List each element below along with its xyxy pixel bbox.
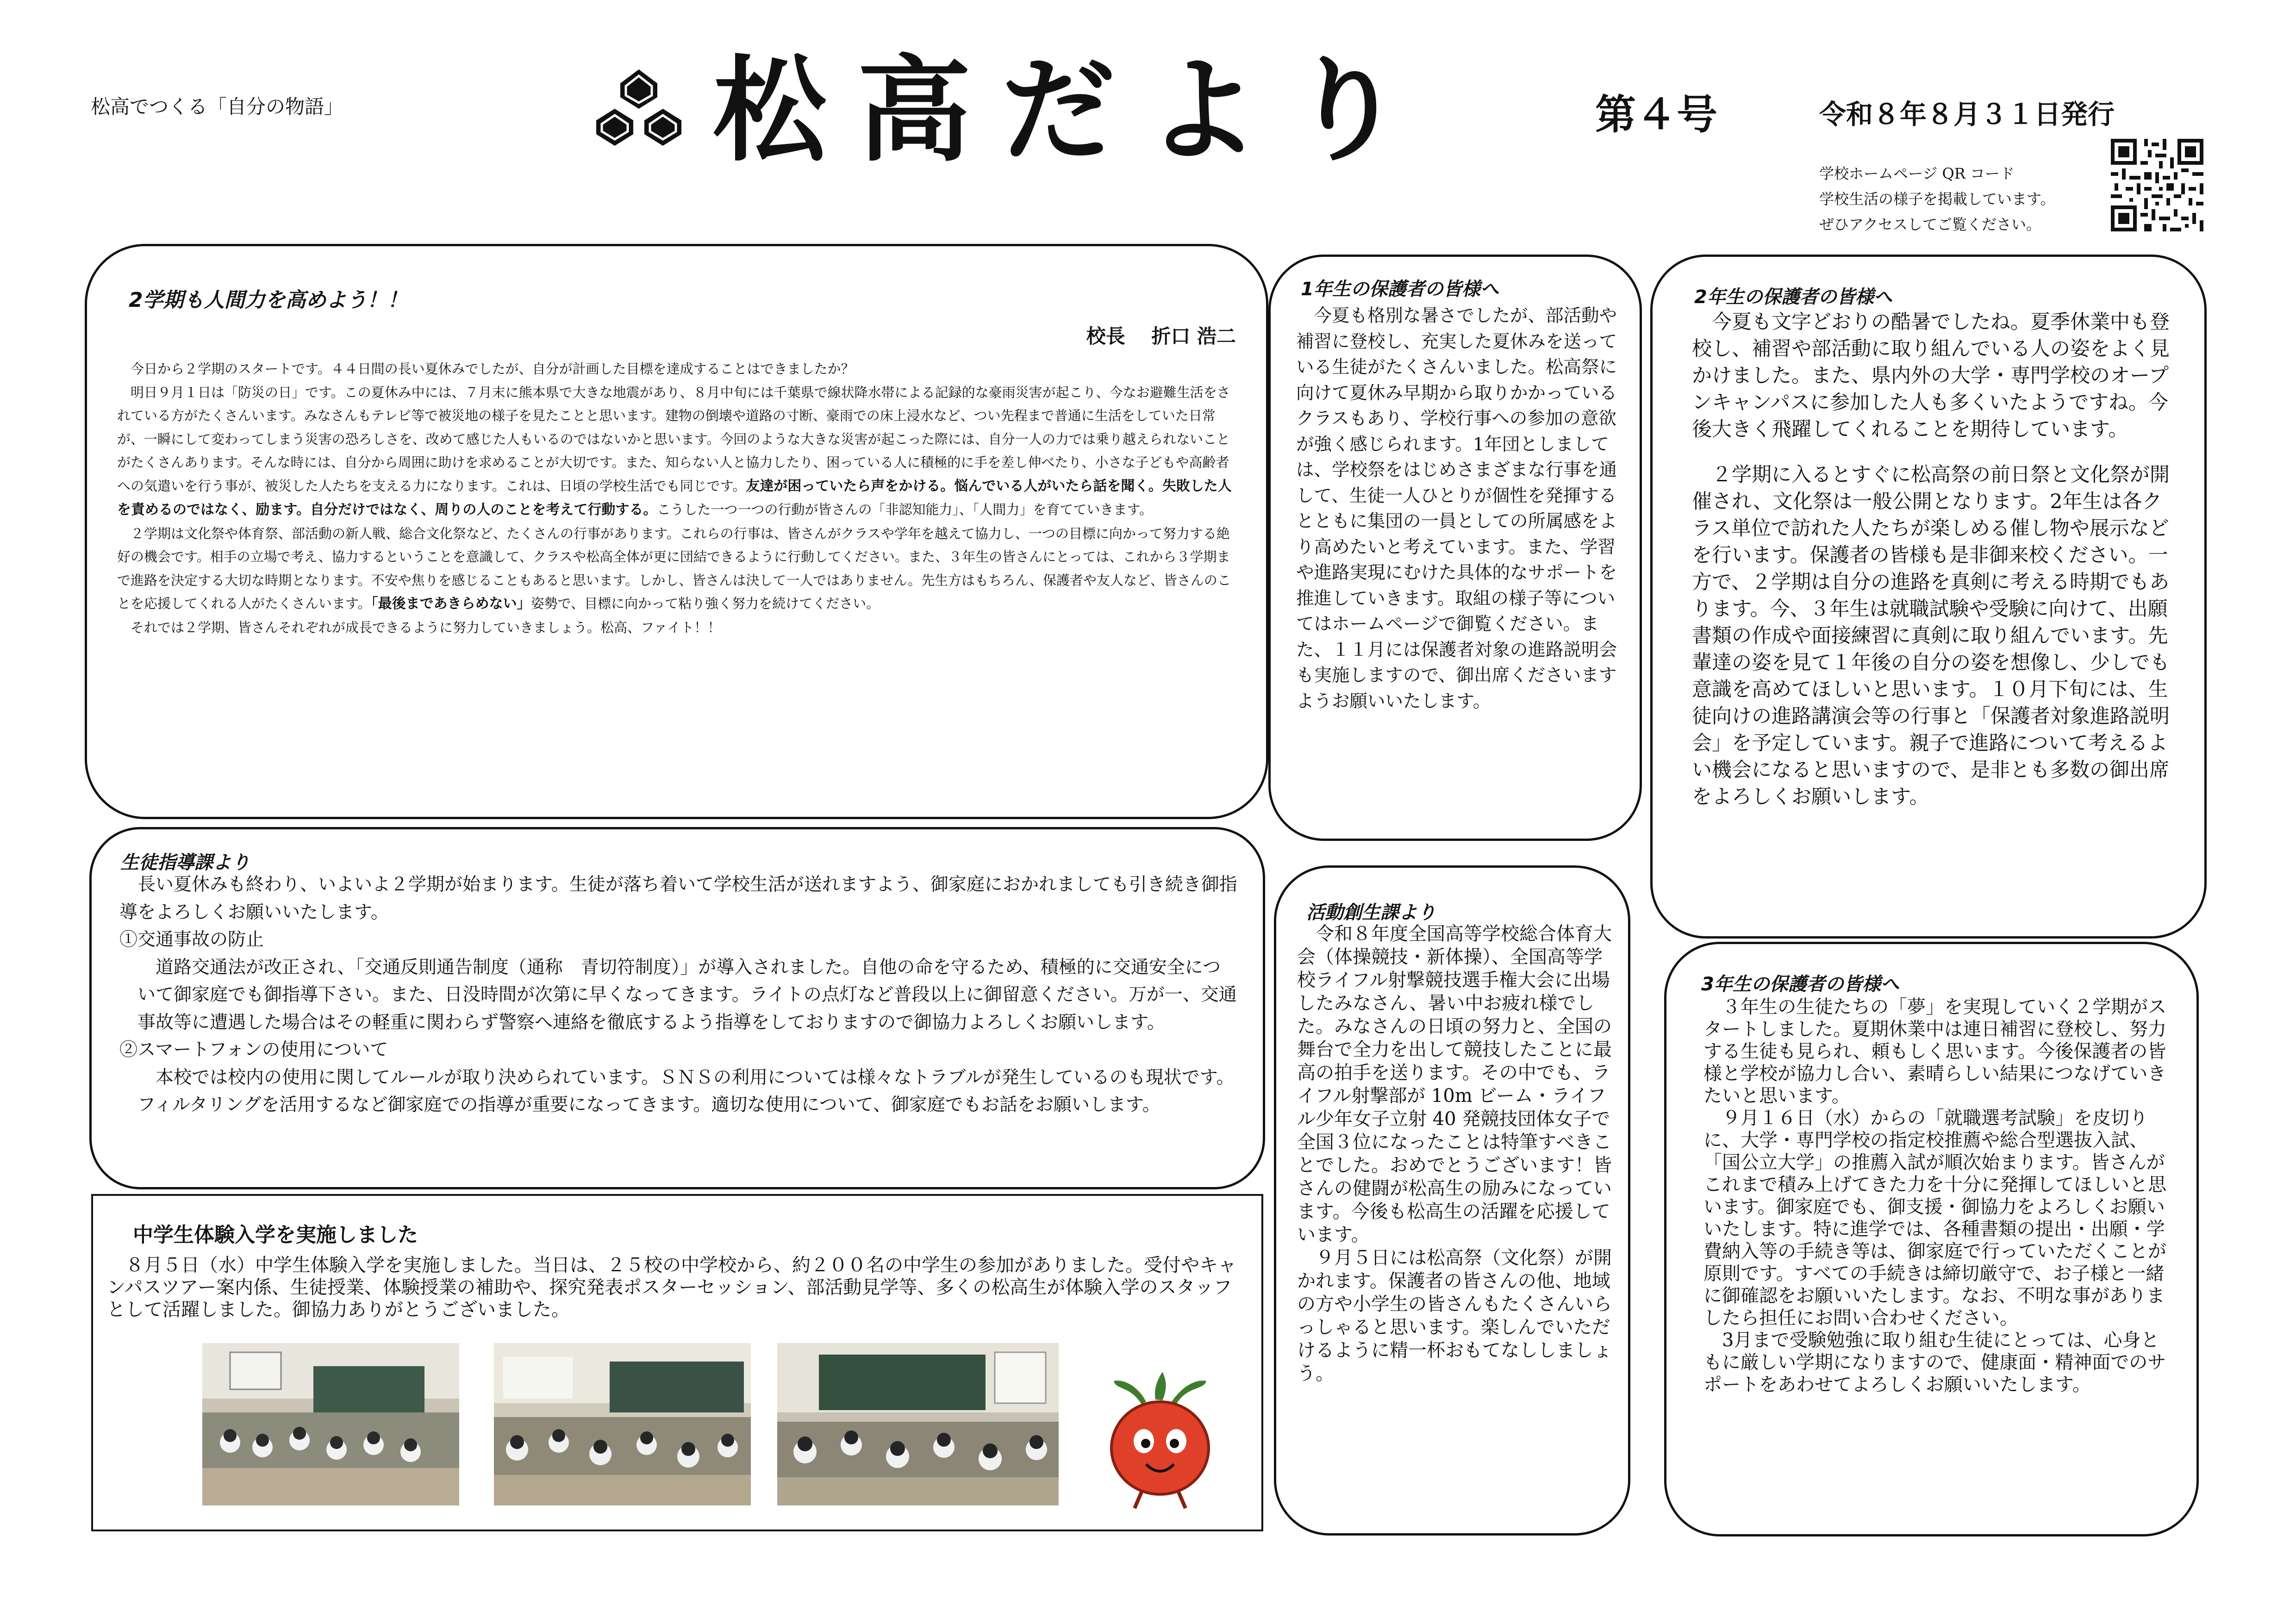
jhs-body: ８月５日（水）中学生体験入学を実施しました。当日は、２５校の中学校から、約２００名の中学生の参加がありました。受付やキャンパスツアー案内係、生徒授業、体験授業の補助や、探究発表ポスターセッション、部活動見学等、多くの松高生が体験入学のスタッフとして活躍しました。御協力ありがとうございました。 <box>107 1255 1236 1321</box>
grade3-paragraph: 3月まで受験勉強に取り組む生徒にとっては、心身ともに厳しい学期になりますので、健康面・精神面でのサポートをあわせてよろしくお願いいたします。 <box>1703 1330 2166 1395</box>
club-box <box>1274 865 1630 1536</box>
principal-paragraph <box>117 522 1240 616</box>
grade2-paragraph: 今夏も文字どおりの酷暑でしたね。夏季休業中も登校し、補習や部活動に取り組んでいる人の姿をよく見かけました。また、県内外の大学・専門学校のオープンキャンパスに参加した人も多くいたようですね。今後大きく飛躍してくれることを期待しています。 <box>1692 311 2170 441</box>
principal-byline: 校長 折口 浩二 <box>1086 325 1236 348</box>
issue-date: 令和８年８月３１日発行 <box>1819 99 2115 130</box>
mascot-icon <box>1098 1372 1223 1511</box>
principal-emphasis: 友達が困っていたら声をかける。悩んでいる人がいたら話を聞く。失敗した人を責めるのではなく、励ます。自分だけではなく、周りの人のことを考えて行動する。 <box>117 478 1232 518</box>
grade2-paragraph: ２学期に入るとすぐに松高祭の前日祭と文化祭が開催され、文化祭は一般公開となります。2年生は各クラス単位で訪れた人たちが楽しめる催し物や展示などを行います。保護者の皆様も是非御来校ください。一方で、２学期は自分の進路を真剣に考える時期でもあります。今、３年生は就職試験や受験に向けて、出願書類の作成や面接練習に真剣に取り組んでいます。先輩達の姿を見て１年後の自分の姿を想像し、少しでも意識を高めてほしいと思います。１０月下旬には、生徒向けの進路講演会等の行事と「保護者対象進路説明会」を予定しています。親子で進路について考えるよい機会になると思いますので、是非とも多数の御出席をよろしくお願いします。 <box>1692 463 2170 808</box>
principal-heading: 2学期も人間力を高めよう！！ <box>129 288 408 312</box>
guidance-heading: 生徒指導課より <box>120 852 250 873</box>
qr-caption-line2: ぜひアクセスしてご覧ください。 <box>1819 216 2041 233</box>
principal-paragraph: 今日から２学期のスタートです。４４日間の長い夏休みでしたが、自分が計画した目標を達成することはできましたか？ <box>131 361 855 377</box>
grade3-paragraph: ３年生の生徒たちの「夢」を実現していく２学期がスタートしました。夏期休業中は連日補習に登校し、努力する生徒も見られ、頼もしく思います。今後保護者の皆様と学校が協力し合い、素晴らしい結果につなげていきたいと思います。 <box>1703 996 2166 1107</box>
grade3-box <box>1664 942 2199 1536</box>
club-body <box>1297 922 1612 1385</box>
principal-text: 姿勢で、目標に向かって粘り強く努力を続けてください。 <box>530 596 880 611</box>
jhs-open-campus-box <box>91 1194 1263 1531</box>
school-crest-icon <box>593 69 685 162</box>
principal-message-box <box>85 244 1268 819</box>
jhs-heading: 中学生体験入学を実施しました <box>133 1223 418 1247</box>
guidance-item-title: ②スマートフォンの使用について <box>119 1039 388 1060</box>
classroom-photo-3 <box>777 1343 1059 1505</box>
club-paragraph: ９月５日には松高祭（文化祭）が開かれます。保護者の皆さんの他、地域の方や小学生の皆さんもたくさんいらっしゃると思います。楽しんでいただけるように精一杯おもてなししましょう。 <box>1297 1247 1612 1384</box>
qr-caption-line1: 学校生活の様子を掲載しています。 <box>1819 190 2055 208</box>
grade3-paragraph: ９月１６日（水）からの「就職選考試験」を皮切りに、大学・専門学校の指定校推薦や総合型選抜入試、「国公立大学」の推薦入試が順次始まります。皆さんがこれまで積み上げてきた力を十分に発揮してほしいと思います。御家庭でも、御支援・御協力をよろしくお願いいたします。特に進学では、各種書類の提出・出願・学費納入等の手続き等は、御家庭で行っていただくことが原則です。すべての手続きは締切厳守で、お子様と一緒に御確認をお願いいたします。なお、不明な事がありましたら担任にお問い合わせください。 <box>1703 1107 2166 1329</box>
grade3-body <box>1703 996 2171 1396</box>
principal-paragraph <box>117 381 1240 522</box>
grade1-box <box>1268 255 1642 841</box>
club-heading: 活動創生課より <box>1306 902 1436 923</box>
issue-number: 第４号 <box>1595 91 1718 138</box>
classroom-photo-2 <box>494 1343 751 1505</box>
classroom-photo-1 <box>202 1343 459 1505</box>
guidance-body <box>119 871 1237 1119</box>
principal-paragraph: それでは２学期、皆さんそれぞれが成長できるように努力していきましょう。松高、ファイト！！ <box>131 619 721 635</box>
grade1-body: 今夏も格別な暑さでしたが、部活動や補習に登校し、充実した夏休みを送っている生徒がたくさんいました。松高祭に向けて夏休み早期から取りかかっているクラスもあり、学校行事への参加の意欲が強く感じられます。1年団としましては、学校祭をはじめさまざまな行事を通して、生徒一人ひとりが個性を発揮するとともに集団の一員としての所属感をより高めたいと考えています。また、学習や進路実現にむけた具体的なサポートを推進していきます。取組の様子等についてはホームページで御覧ください。また、１１月には保護者対象の進路説明会も実施しますので、御出席くださいますようお願いいたします。 <box>1296 305 1617 712</box>
principal-emphasis: 「最後まであきらめない」 <box>371 596 531 612</box>
grade2-body <box>1692 309 2173 810</box>
grade3-heading: 3年生の保護者の皆様へ <box>1701 974 1899 995</box>
newsletter-title: 松 高 だ よ り <box>713 45 1399 177</box>
principal-text: 明日９月１日は「防災の日」です。この夏休み中には、７月末に熊本県で大きな地震があり、８月中旬には千葉県で線状降水帯による記録的な豪雨災害が起こり、今なお避難生活をされている方がたくさんいます。みなさんもテレビ等で被災地の様子を見たことと思います。建物の倒壊や道路の寸断、豪雨での床上浸水など、つい先程まで普通に生活をしていた日常が、一瞬にして変わってしまう災害の恐ろしさを、改めて感じた人もいるのではないかと思います。今回のような大きな災害が起こった際には、自分一人の力では乗り越えられないことがたくさんあります。そんな時には、自分から周囲に助けを求めることが大切です。また、知らない人と協力したり、困っている人に積極的に手を差し伸べたり、小さな子どもや高齢者への気遣いを行う事が、被災した人たちを支える力になります。これは、日頃の学校生活でも同じです。 <box>117 384 1230 494</box>
grade2-heading: 2年生の保護者の皆様へ <box>1694 286 1892 308</box>
guidance-item-body: 道路交通法が改正され、「交通反則通告制度（通称 青切符制度）」が導入されました。自他の命を守るため、積極的に交通安全について御家庭でも御指導下さい。また、日没時間が次第に早くなってきます。ライトの点灯など普段以上に御留意ください。万が一、交通事故等に遭遇した場合はその軽重に関わらず警察へ連絡を徹底するよう指導をしておりますので御協力よろしくお願いします。 <box>137 957 1237 1033</box>
guidance-item-body: 本校では校内の使用に関してルールが取り決められています。ＳＮＳの利用については様々なトラブルが発生しているのも現状です。フィルタリングを活用するなど御家庭での指導が重要になってきます。適切な使用について、御家庭でもお話をお願いします。 <box>137 1067 1235 1115</box>
guidance-intro: 長い夏休みも終わり、いよいよ２学期が始まります。生徒が落ち着いて学校生活が送れますよう、御家庭におかれましても引き続き御指導をよろしくお願いいたします。 <box>119 874 1237 923</box>
grade1-heading: 1年生の保護者の皆様へ <box>1301 279 1499 300</box>
qr-caption-title: 学校ホームページ QR コード <box>1819 165 2015 182</box>
grade2-box <box>1650 255 2207 939</box>
guidance-box <box>89 827 1265 1189</box>
club-paragraph: 令和８年度全国高等学校総合体育大会（体操競技・新体操）、全国高等学校ライフル射撃競技選手権大会に出場したみなさん、暑い中お疲れ様でした。みなさんの日頃の努力と、全国の舞台で全力を出して競技したことに最高の拍手を送ります。その中でも、ライフル射撃部が 10m ビーム・ライフル少年女子立射 40 発競技団体女子で全国３位になったことは特筆すべきことでした。おめでとうございます！皆さんの健闘が松高生の励みになっています。今後も松高生の活躍を応援しています。 <box>1297 923 1612 1245</box>
principal-body <box>117 357 1240 639</box>
principal-text: ２学期は文化祭や体育祭、部活動の新人戦、総合文化祭など、たくさんの行事があります。これらの行事は、皆さんがクラスや学年を越えて協力し、一つの目標に向かって努力する絶好の機会です。相手の立場で考え、協力するということを意識して、クラスや松高全体が更に団結できるように行動してください。また、３年生の皆さんにとっては、これから３学期まで進路を決定する大切な時期となります。不安や焦りを感じることもあると思います。しかし、皆さんは決して一人ではありません。先生方はもちろん、保護者や友人など、皆さんのことを応援してくれる人がたくさんいます。 <box>117 525 1231 611</box>
guidance-item-title: ①交通事故の防止 <box>119 929 264 950</box>
motto: 松高でつくる「自分の物語」 <box>91 95 344 118</box>
qr-code-icon[interactable] <box>2111 139 2203 231</box>
principal-text: こうした一つ一つの行動が皆さんの「非認知能力」、「人間力」を育てていきます。 <box>657 502 1153 517</box>
